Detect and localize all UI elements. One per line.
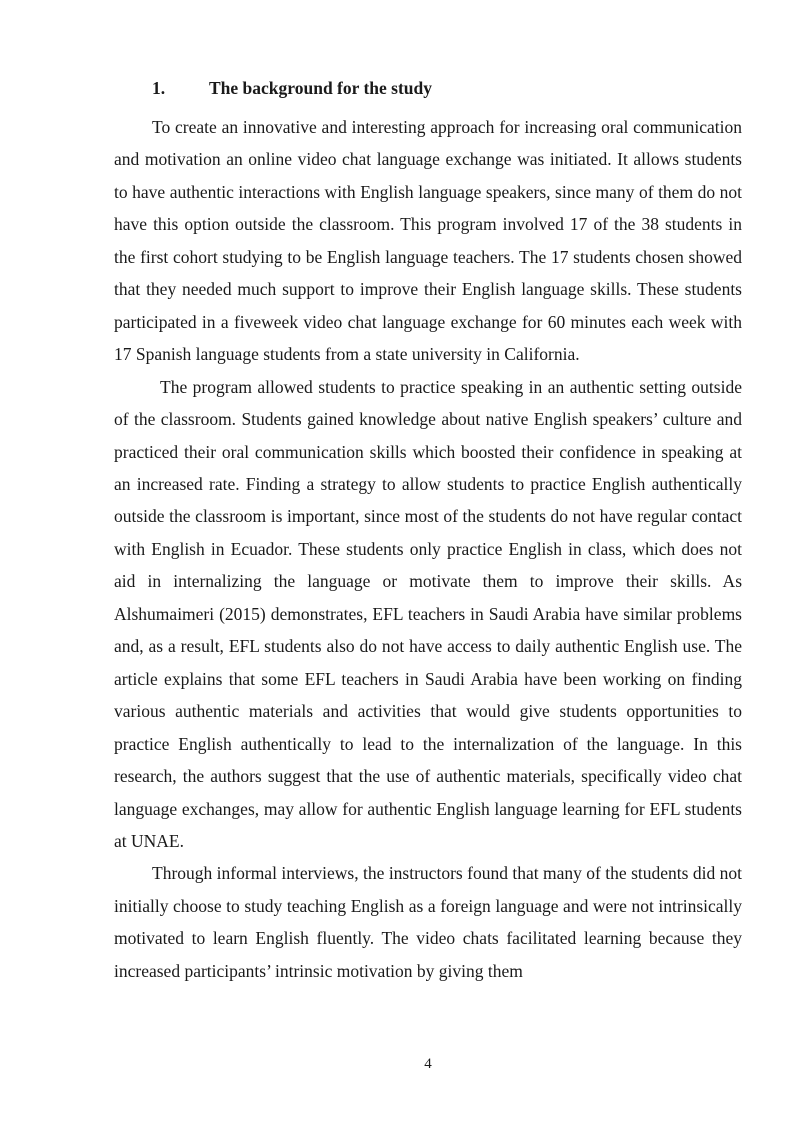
paragraph-1: To create an innovative and interesting approach for increasing oral communication and motivation an online video chat language exchange was initiated. It allows students to have authentic interactions with English language speakers, since many of them do not have this option outside the classroom. This program involved 17 of the 38 students in the first cohort studying to be English language teachers. The 17 students chosen showed that they needed much support to improve their English language skills. These students participated in a fiveweek video chat language exchange for 60 minutes each week with 17 Spanish language students from a state university in California. <box>114 117 742 365</box>
section-title: The background for the study <box>209 78 433 98</box>
body-text <box>114 111 742 987</box>
paragraph-3: Through informal interviews, the instructors found that many of the students did not initially choose to study teaching English as a foreign language and were not intrinsically motivated to learn English fluently. The video chats facilitated learning because they increased participants’ intrinsic motivation by giving them <box>114 863 742 981</box>
section-heading <box>152 76 432 100</box>
page-number: 4 <box>424 1056 432 1072</box>
section-number: 1. <box>152 78 166 98</box>
paragraph-2: The program allowed students to practice speaking in an authentic setting outside of the classroom. Students gained knowledge about native English speakers’ culture and practiced their oral communication skills which boosted their confidence in speaking at an increased rate. Finding a strategy to allow students to practice English authentically outside the classroom is important, since most of the students do not have regular contact with English in Ecuador. These students only practice English in class, which does not aid in internalizing the language or motivate them to improve their skills. As Alshumaimeri (2015) demonstrates, EFL teachers in Saudi Arabia have similar problems and, as a result, EFL students also do not have access to daily authentic English use. The article explains that some EFL teachers in Saudi Arabia have been working on finding various authentic materials and activities that would give students opportunities to practice English authentically to lead to the internalization of the language. In this research, the authors suggest that the use of authentic materials, specifically video chat language exchanges, may allow for authentic English language learning for EFL students at UNAE. <box>114 376 742 851</box>
